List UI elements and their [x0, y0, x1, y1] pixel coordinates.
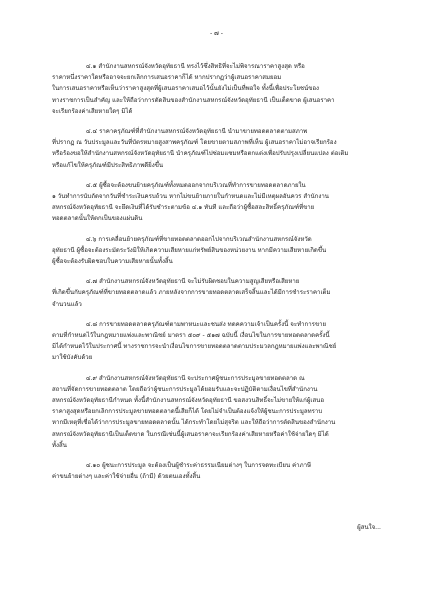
clause-line: ๔.๑ สำนักงานสหกรณ์จังหวัดอุทัยธานี ทรงไว้ซึ่งสิทธิที่จะไม่พิจารณาราคาสูงสุด หรือ: [86, 63, 305, 70]
clause-paragraph: [52, 180, 381, 225]
clause-paragraph: [52, 276, 381, 310]
clause-paragraph: [52, 319, 381, 364]
clause-paragraph: [52, 373, 381, 451]
clause-line: ๑ วันทำการนับถัดจากวันที่ชำระเงินครบถ้วน หากไม่ขนย้ายภายในกำหนดและไม่มีเหตุผลอันควร สำนักงาน: [52, 193, 329, 201]
clause-paragraph: [52, 234, 381, 268]
clause-line: ราคาสูงสุดหรือยกเลิกการประมูลขายทอดตลาดนี้เสียก็ได้ โดยไม่จำเป็นต้องแจ้งให้ผู้ชนะการประมูลทราบ: [52, 408, 323, 416]
clause-line: ที่เกิดขึ้นกับครุภัณฑ์ที่ขายทอดตลาดแล้ว ภายหลังจากการขายทอดตลาดเสร็จสิ้นและได้มีการชำระราคาเต็ม: [52, 289, 331, 297]
clause-line: ราคาหนึ่งราคาใดหรืออาจจะยกเลิกการเสนอราคาก็ได้ หากปรากฏว่าผู้เสนอราคาสมยอม: [52, 74, 282, 82]
continuation-text: ผู้สนใจ...: [357, 524, 381, 531]
clause-line: มาใช้บังคับด้วย: [52, 354, 93, 362]
clause-line: หรือร้องขอให้สำนักงานสหกรณ์จังหวัดอุทัยธานี นำครุภัณฑ์ไปซ่อมแซมหรือตกแต่งเพื่อปรับปรุงเปลี่ยนแปลง ต่อเติม: [52, 150, 349, 158]
clause-paragraph: [52, 126, 381, 171]
clause-line: ค่าขนย้ายต่างๆ และค่าใช้จ่ายอื่น (ถ้ามี) ด้วยตนเองทั้งสิ้น: [52, 473, 201, 481]
clause-line: หรือแก้ไขให้ครุภัณฑ์มีประสิทธิภาพดียิ่งขึ้น: [52, 161, 164, 169]
clause-line: จะเรียกร้องค่าเสียหายใดๆ มิได้: [52, 107, 133, 115]
clause-line: ผู้ซื้อจะต้องรับผิดชอบในความเสียหายนั้นทั้งสิ้น: [52, 258, 173, 266]
page-number: - ๗ -: [209, 30, 224, 37]
clause-line: ตามที่กำหนดไว้ในกฎหมายแพ่งและพาณิชย์ มาตรา ๕๐๙ - ๕๑๗ ฉบับนี้ เงื่อนไขในการขายทอดตลาดครั้งนี้: [52, 332, 330, 340]
clause-line: ๔.๑๐ ผู้ชนะการประมูล จะต้องเป็นผู้ชำระค่าธรรมเนียมต่างๆ ในการจดทะเบียน ค่าภาษี: [86, 462, 312, 470]
clause-line: ทั้งสิ้น: [52, 441, 67, 449]
clause-line: ทอดตลาดนั้นให้ตกเป็นของแผ่นดิน: [52, 215, 143, 223]
clause-list: [52, 61, 381, 483]
clause-line: ๔.๗ สำนักงานสหกรณ์จังหวัดอุทัยธานี จะไม่รับผิดชอบในความสูญเสียหรือเสียหาย: [86, 278, 300, 286]
clause-line: จำนวนแล้ว: [52, 300, 82, 308]
clause-line: ทางราชการเป็นสำคัญ และให้ถือว่าการตัดสินของสำนักงานสหกรณ์จังหวัดอุทัยธานี เป็นเด็ดขาด ผู้เสนอราคา: [52, 96, 335, 104]
clause-line: ๔.๔ ราคาครุภัณฑ์ที่สำนักงานสหกรณ์จังหวัดอุทัยธานี นำมาขายทอดตลาดตามสภาพ: [86, 128, 308, 136]
clause-line: มิได้กำหนดไว้ในประกาศนี้ ทางราชการจะนำเงื่อนไขการขายทอดตลาดตามประมวลกฎหมายแพ่งและพาณิชย์: [52, 343, 337, 351]
clause-line: สหกรณ์จังหวัดอุทัยธานีเป็นเด็ดขาด ในกรณีเช่นนี้ผู้เสนอราคาจะเรียกร้องค่าเสียหายหรือค่าใช้จ่ายใดๆ มิได้: [52, 430, 329, 438]
clause-line: สถานที่จัดการขายทอดตลาด โดยถือว่าผู้ชนะการประมูลได้ยอมรับและจะปฏิบัติตามเงื่อนไขที่สำนักงาน: [52, 385, 318, 393]
clause-line: ๔.๖ การเคลื่อนย้ายครุภัณฑ์ที่ขายทอดตลาดออกไปจากบริเวณสำนักงานสหกรณ์จังหวัด: [86, 235, 312, 243]
clause-line: ๔.๘ การขายทอดตลาดครุภัณฑ์ตามพาหนะและชนส่ง ทดคความเจ้าเป็นครั้งนี้ จะทำการขาย: [86, 320, 327, 328]
clause-line: สหกรณ์จังหวัดอุทัยธานี จะยึดเงินที่ได้รับชำระตามข้อ ๔.๑ ทันที และถือว่าผู้ซื้อสละสิทธิ์ครุภัณฑ์ที่ขาย: [52, 204, 315, 212]
clause-line: ๔.๕ ผู้ซื้อจะต้องขนย้ายครุภัณฑ์ทั้งหมดออกจากบริเวณที่ทำการขายทอดตลาดภายใน: [86, 181, 306, 189]
clause-line: หากมีเหตุที่เชื่อได้ว่าการประมูลขายทอดตลาดนั้น ได้กระทำโดยไม่สุจริต และให้ถือว่าการตัดสินของสำนักงาน: [52, 419, 336, 427]
clause-line: ๔.๙ สำนักงานสหกรณ์จังหวัดอุทัยธานี จะประกาศผู้ชนะการประมูลขายทอดตลาด ณ: [86, 374, 305, 382]
clause-paragraph: [52, 61, 381, 117]
clause-line: สหกรณ์จังหวัดอุทัยธานีกำหนด ทั้งนี้สำนักงานสหกรณ์จังหวัดอุทัยธานี ขอสงวนสิทธิ์จะไม่ขายให้แก่ผู้เสนอ: [52, 397, 324, 405]
clause-paragraph: [52, 460, 381, 482]
clause-line: อุทัยธานี ผู้ซื้อจะต้องระมัดระวังมิให้เกิดความเสียหายแก่ทรัพย์สินของหน่วยงาน หากมีความเสียหายเกิดขึ้น: [52, 246, 327, 254]
clause-line: ในการเสนอราคาหรือเห็นว่าราคาสูงสุดที่ผู้เสนอราคาเสนอไว้นั้นยังไม่เป็นที่พอใจ ทั้งนี้เพื่อประโยชน์ของ: [52, 85, 320, 93]
clause-line: ที่ปรากฏ ณ วันประมูลและวันที่บัตรหมายสูงสาพครุภัณฑ์ โดยขายตามสภาพที่เห็น ผู้เสนอราคาไม่อาจเรียกร้อง: [52, 139, 337, 147]
